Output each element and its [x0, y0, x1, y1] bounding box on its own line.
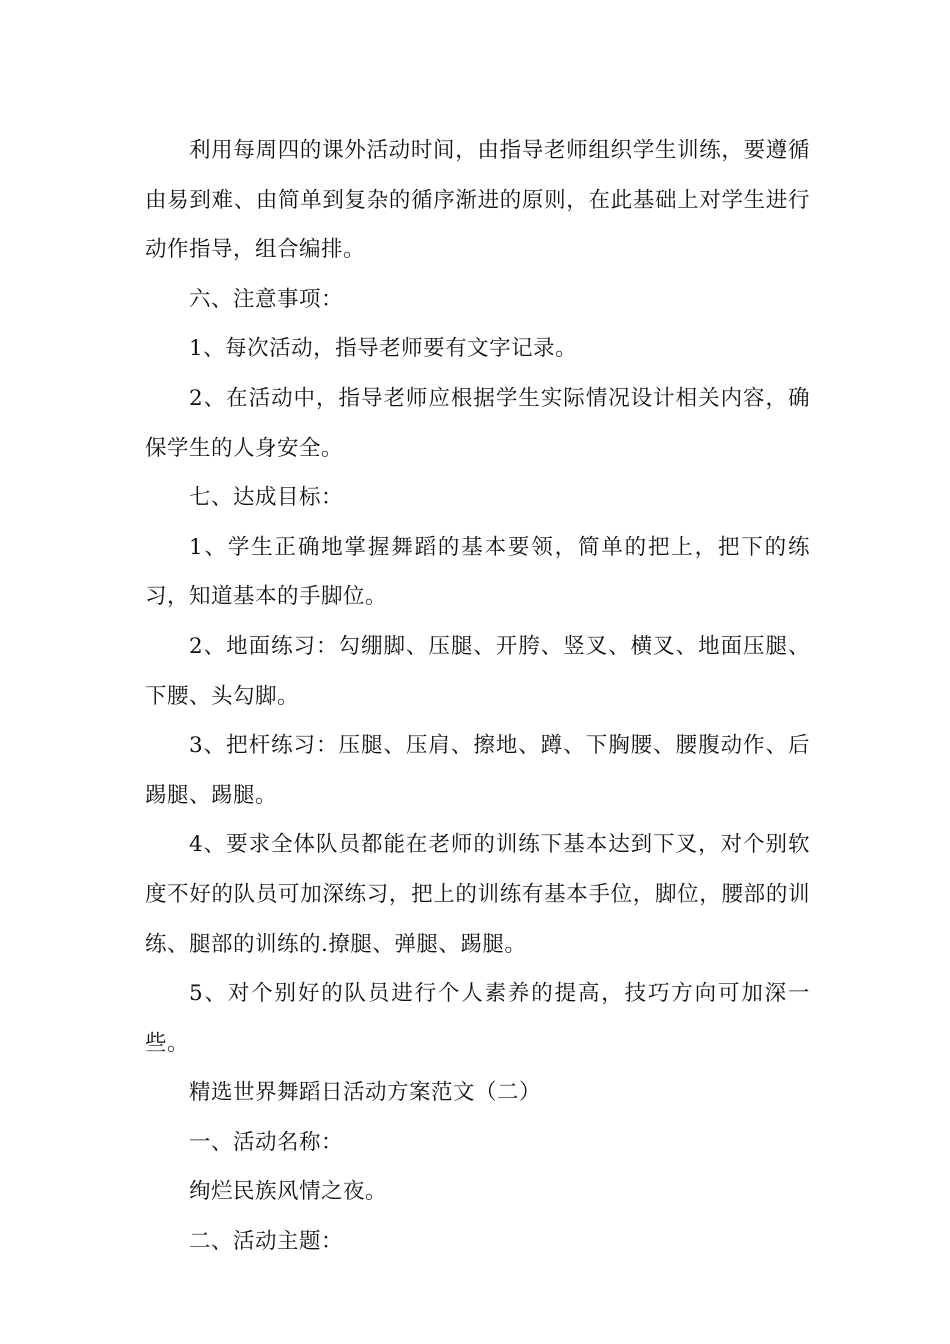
- heading-activity-theme: 二、活动主题：: [189, 1229, 344, 1255]
- paragraph-goal-1: 1、学生正确地掌握舞蹈的基本要领，简单的把上，把下的练习，知道基本的手脚位。: [145, 534, 810, 610]
- heading-activity-name: 一、活动名称：: [189, 1129, 344, 1155]
- paragraph-note-2: 2、在活动中，指导老师应根据学生实际情况设计相关内容，确保学生的人身安全。: [145, 385, 810, 461]
- paragraph-activity-name: 绚烂民族风情之夜。: [189, 1179, 388, 1205]
- section-title-plan-two: 精选世界舞蹈日活动方案范文（二）: [189, 1080, 542, 1106]
- paragraph-goal-4: 4、要求全体队员都能在老师的训练下基本达到下叉，对个别软度不好的队员可加深练习，把上的训练有基本手位，脚位，腰部的训练、腿部的训练的.撩腿、弹腿、踢腿。: [145, 832, 810, 957]
- paragraph-goal-5: 5、对个别好的队员进行个人素养的提高，技巧方向可加深一些。: [145, 981, 810, 1056]
- document-body: [145, 126, 810, 1267]
- paragraph-goal-2: 2、地面练习：勾绷脚、压腿、开胯、竖叉、横叉、地面压腿、下腰、头勾脚。: [145, 633, 810, 709]
- heading-goals: 七、达成目标：: [189, 485, 344, 511]
- paragraph-training-method: 利用每周四的课外活动时间，由指导老师组织学生训练，要遵循由易到难、由简单到复杂的循序渐进的原则，在此基础上对学生进行动作指导，组合编排。: [145, 138, 810, 263]
- heading-notes: 六、注意事项：: [189, 286, 344, 312]
- paragraph-goal-3: 3、把杆练习：压腿、压肩、擦地、蹲、下胸腰、腰腹动作、后踢腿、踢腿。: [145, 733, 810, 808]
- paragraph-note-1: 1、每次活动，指导老师要有文字记录。: [189, 336, 578, 362]
